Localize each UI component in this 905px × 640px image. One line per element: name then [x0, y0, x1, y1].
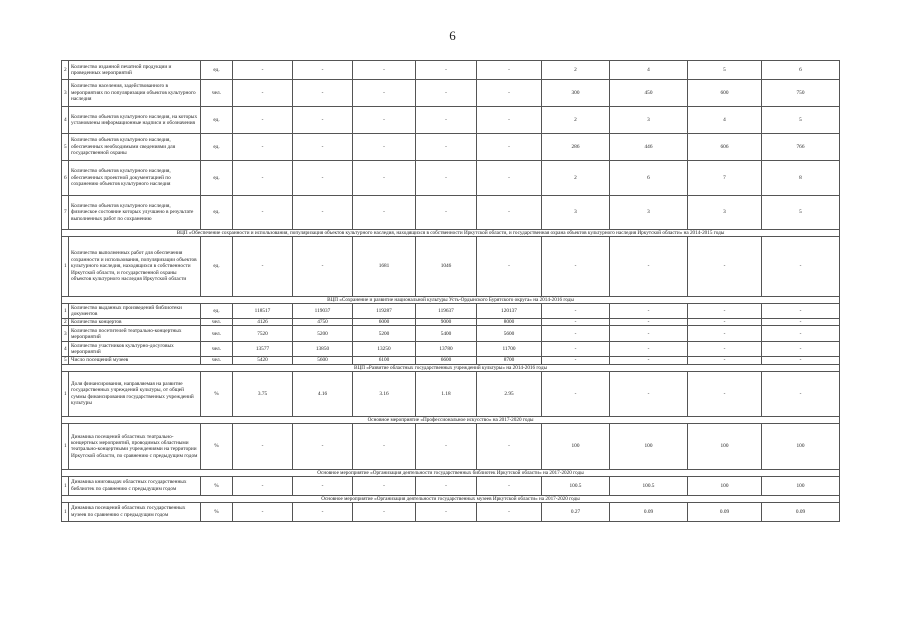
value-cell: 118517 [233, 304, 293, 319]
value-cell: - [293, 196, 353, 230]
value-cell: 5400 [416, 326, 477, 342]
row-number-cell: 3 [62, 326, 69, 342]
section-heading-row [62, 230, 840, 237]
row-number-cell: 5 [62, 134, 69, 161]
section-heading-row [62, 469, 840, 476]
indicator-name-cell: Количество объектов культурного наследия, на которых установлены информационные надписи и обозначения [69, 107, 201, 134]
value-cell: - [477, 237, 542, 297]
unit-cell: ед. [201, 161, 233, 196]
row-number-cell: 7 [62, 196, 69, 230]
value-cell: - [233, 237, 293, 297]
value-cell: - [293, 80, 353, 107]
row-number-cell: 1 [62, 371, 69, 416]
indicator-name-cell: Количество выданных произведений библиотеки документов [69, 304, 201, 319]
value-cell: 766 [762, 134, 840, 161]
indicator-name-cell: Количество объектов культурного наследия, обеспеченных проектной документацией по сохранению объектов культурного наследия [69, 161, 201, 196]
value-cell: - [688, 342, 762, 357]
value-cell: 2 [542, 107, 610, 134]
value-cell: 5 [762, 107, 840, 134]
table-row [62, 107, 840, 134]
table-row [62, 371, 840, 416]
value-cell: - [610, 342, 688, 357]
value-cell: - [610, 319, 688, 326]
value-cell: 300 [542, 80, 610, 107]
value-cell: - [477, 161, 542, 196]
value-cell: - [610, 357, 688, 364]
value-cell: - [416, 161, 477, 196]
table-row [62, 476, 840, 495]
value-cell: 6600 [416, 357, 477, 364]
value-cell: - [477, 107, 542, 134]
value-cell: 3 [688, 196, 762, 230]
indicator-name-cell: Доля финансирования, направляемая на развитие государственных учреждений культуры, от общей суммы финансирования государственных учреждений культуры [69, 371, 201, 416]
value-cell: - [233, 134, 293, 161]
value-cell: - [416, 61, 477, 80]
row-number-cell: 2 [62, 319, 69, 326]
value-cell: - [610, 237, 688, 297]
unit-cell: ед. [201, 134, 233, 161]
value-cell: - [293, 423, 353, 469]
table-row [62, 357, 840, 364]
value-cell: 100 [610, 423, 688, 469]
indicator-name-cell: Количество объектов культурного наследия, физическое состояние которых улучшено в результате выполненных работ по сохранению [69, 196, 201, 230]
value-cell: - [762, 319, 840, 326]
row-number-cell: 1 [62, 476, 69, 495]
value-cell: - [542, 342, 610, 357]
value-cell: - [477, 134, 542, 161]
unit-cell: ед. [201, 196, 233, 230]
value-cell: 5600 [477, 326, 542, 342]
value-cell: - [293, 61, 353, 80]
value-cell: 606 [688, 134, 762, 161]
value-cell: 3.16 [353, 371, 416, 416]
value-cell: 1681 [353, 237, 416, 297]
indicator-name-cell: Количество выполненных работ для обеспечения сохранности и использования, популяризации объектов культурного наследия, находящихся в собственности Иркутской области, и государственной охраны объектов культурного наследия Иркутской области [69, 237, 201, 297]
unit-cell: чел. [201, 80, 233, 107]
value-cell: - [293, 107, 353, 134]
value-cell: - [233, 61, 293, 80]
value-cell: 5 [762, 196, 840, 230]
table-row [62, 237, 840, 297]
value-cell: - [233, 196, 293, 230]
value-cell: 5 [688, 61, 762, 80]
value-cell: - [542, 304, 610, 319]
row-number-cell: 6 [62, 161, 69, 196]
unit-cell: % [201, 502, 233, 521]
value-cell: - [688, 371, 762, 416]
table-row [62, 342, 840, 357]
value-cell: - [477, 502, 542, 521]
unit-cell: ед. [201, 304, 233, 319]
value-cell: 7 [688, 161, 762, 196]
value-cell: - [293, 476, 353, 495]
value-cell: - [688, 326, 762, 342]
value-cell: 3 [542, 196, 610, 230]
value-cell: - [233, 423, 293, 469]
table-row [62, 134, 840, 161]
value-cell: 6 [762, 61, 840, 80]
section-heading: Основное мероприятие «Организация деятельности государственных музеев Иркутской области» на 2017-2020 годы [62, 495, 840, 502]
section-heading: Основное мероприятие «Профессиональное искусство» на 2017-2020 годы [62, 416, 840, 423]
value-cell: - [542, 357, 610, 364]
value-cell: - [353, 61, 416, 80]
value-cell: - [233, 476, 293, 495]
indicator-name-cell: Число посещений музеев [69, 357, 201, 364]
section-heading-row [62, 364, 840, 371]
value-cell: - [353, 134, 416, 161]
unit-cell: ед. [201, 107, 233, 134]
value-cell: - [477, 476, 542, 495]
unit-cell: % [201, 371, 233, 416]
value-cell: 1.18 [416, 371, 477, 416]
value-cell: - [688, 319, 762, 326]
section-heading-row [62, 416, 840, 423]
indicator-name-cell: Количество концертов [69, 319, 201, 326]
value-cell: - [416, 423, 477, 469]
unit-cell: чел. [201, 326, 233, 342]
row-number-cell: 3 [62, 80, 69, 107]
value-cell: 100.5 [542, 476, 610, 495]
value-cell: - [762, 326, 840, 342]
value-cell: 750 [762, 80, 840, 107]
value-cell: 2 [542, 161, 610, 196]
unit-cell: чел. [201, 357, 233, 364]
value-cell: - [688, 357, 762, 364]
value-cell: 4.16 [293, 371, 353, 416]
value-cell: - [688, 304, 762, 319]
table-row [62, 80, 840, 107]
unit-cell: чел. [201, 342, 233, 357]
value-cell: - [762, 371, 840, 416]
unit-cell: % [201, 423, 233, 469]
section-heading-row [62, 495, 840, 502]
value-cell: - [542, 326, 610, 342]
value-cell: - [293, 502, 353, 521]
value-cell: - [353, 502, 416, 521]
unit-cell: чел. [201, 319, 233, 326]
value-cell: 4750 [293, 319, 353, 326]
value-cell: 0.09 [762, 502, 840, 521]
value-cell: 100.5 [610, 476, 688, 495]
value-cell: 4 [610, 61, 688, 80]
value-cell: 0.09 [610, 502, 688, 521]
section-heading: ВЦП «Сохранение и развитие национальной культуры Усть-Ордынского Бурятского округа» на 2014-2016 годы [62, 297, 840, 304]
value-cell: 6100 [353, 357, 416, 364]
value-cell: 1046 [416, 237, 477, 297]
value-cell: - [542, 319, 610, 326]
value-cell: 119637 [416, 304, 477, 319]
value-cell: 8700 [477, 357, 542, 364]
value-cell: - [416, 502, 477, 521]
value-cell: - [610, 304, 688, 319]
value-cell: 13780 [416, 342, 477, 357]
indicator-name-cell: Количество участников культурно-досуговых мероприятий [69, 342, 201, 357]
row-number-cell: 4 [62, 107, 69, 134]
value-cell: 450 [610, 80, 688, 107]
value-cell: - [416, 107, 477, 134]
value-cell: - [477, 196, 542, 230]
value-cell: 13250 [353, 342, 416, 357]
value-cell: 8000 [477, 319, 542, 326]
value-cell: - [233, 107, 293, 134]
value-cell: 3 [610, 107, 688, 134]
value-cell: - [293, 134, 353, 161]
value-cell: 100 [688, 476, 762, 495]
value-cell: 13577 [233, 342, 293, 357]
section-heading: Основное мероприятие «Организация деятельности государственных библиотек Иркутской области» на 2017-2020 годы [62, 469, 840, 476]
table-row [62, 502, 840, 521]
value-cell: - [416, 80, 477, 107]
value-cell: - [762, 237, 840, 297]
indicators-table [61, 60, 840, 522]
value-cell: - [762, 304, 840, 319]
value-cell: 6000 [353, 319, 416, 326]
value-cell: - [416, 134, 477, 161]
value-cell: - [353, 476, 416, 495]
indicator-name-cell: Количество населения, задействованного в мероприятиях по популяризации объектов культурного наследия [69, 80, 201, 107]
table-row [62, 423, 840, 469]
value-cell: 3.75 [233, 371, 293, 416]
value-cell: - [233, 80, 293, 107]
value-cell: 100 [762, 476, 840, 495]
value-cell: 286 [542, 134, 610, 161]
unit-cell: ед. [201, 237, 233, 297]
value-cell: 11700 [477, 342, 542, 357]
value-cell: 5420 [233, 357, 293, 364]
row-number-cell: 1 [62, 237, 69, 297]
value-cell: 3 [610, 196, 688, 230]
value-cell: - [416, 476, 477, 495]
value-cell: - [762, 342, 840, 357]
value-cell: - [233, 502, 293, 521]
value-cell: - [477, 80, 542, 107]
table-row [62, 196, 840, 230]
row-number-cell: 1 [62, 502, 69, 521]
value-cell: - [762, 357, 840, 364]
section-heading-row [62, 297, 840, 304]
value-cell: - [610, 371, 688, 416]
value-cell: - [477, 423, 542, 469]
section-heading: ВЦП «Развитие областных государственных учреждений культуры» на 2014-2016 годы [62, 364, 840, 371]
table-row [62, 319, 840, 326]
value-cell: - [353, 80, 416, 107]
value-cell: 2.95 [477, 371, 542, 416]
value-cell: 4126 [233, 319, 293, 326]
value-cell: - [353, 161, 416, 196]
section-heading: ВЦП «Обеспечение сохранности и использования, популяризация объектов культурного наследия, находящихся в собственности Иркутской области, и государственная охрана объектов культурного наследия Иркутской области» на 2014-2015 годы [62, 230, 840, 237]
value-cell: 13850 [293, 342, 353, 357]
unit-cell: % [201, 476, 233, 495]
value-cell: - [353, 107, 416, 134]
value-cell: 119287 [353, 304, 416, 319]
value-cell: - [293, 237, 353, 297]
indicator-name-cell: Динамика посещений областных театрально-концертных мероприятий, проводимых областными театрально-концертными учреждениями на территории Иркутской области, по сравнению с предыдущим годом [69, 423, 201, 469]
value-cell: - [688, 237, 762, 297]
value-cell: 5200 [293, 326, 353, 342]
value-cell: - [477, 61, 542, 80]
value-cell: 600 [688, 80, 762, 107]
value-cell: - [416, 196, 477, 230]
table-row [62, 326, 840, 342]
value-cell: - [542, 371, 610, 416]
row-number-cell: 1 [62, 304, 69, 319]
indicator-name-cell: Динамика посещений областных государственных музеев по сравнению с предыдущим годом [69, 502, 201, 521]
indicator-name-cell: Динамика книговыдач областных государственных библиотек по сравнению с предыдущим годом [69, 476, 201, 495]
page-number: 6 [449, 28, 456, 43]
value-cell: 5200 [353, 326, 416, 342]
unit-cell: ед. [201, 61, 233, 80]
row-number-cell: 4 [62, 342, 69, 357]
indicator-name-cell: Количество объектов культурного наследия, обеспеченных необходимыми сведениями для государственной охраны [69, 134, 201, 161]
value-cell: 0.09 [688, 502, 762, 521]
value-cell: 100 [762, 423, 840, 469]
value-cell: 446 [610, 134, 688, 161]
row-number-cell: 5 [62, 357, 69, 364]
row-number-cell: 1 [62, 423, 69, 469]
value-cell: 100 [542, 423, 610, 469]
value-cell: 9000 [416, 319, 477, 326]
value-cell: 100 [688, 423, 762, 469]
value-cell: 2 [542, 61, 610, 80]
value-cell: 5600 [293, 357, 353, 364]
value-cell: 4 [688, 107, 762, 134]
indicator-name-cell: Количество изданной печатной продукции и проведенных мероприятий [69, 61, 201, 80]
value-cell: - [233, 161, 293, 196]
value-cell: 120137 [477, 304, 542, 319]
table-row [62, 61, 840, 80]
value-cell: - [353, 423, 416, 469]
value-cell: 7520 [233, 326, 293, 342]
row-number-cell: 2 [62, 61, 69, 80]
value-cell: 119037 [293, 304, 353, 319]
value-cell: - [610, 326, 688, 342]
value-cell: - [542, 237, 610, 297]
value-cell: 8 [762, 161, 840, 196]
indicator-name-cell: Количество посетителей театрально-концертных мероприятий [69, 326, 201, 342]
value-cell: - [293, 161, 353, 196]
value-cell: - [353, 196, 416, 230]
table-row [62, 161, 840, 196]
value-cell: 6 [610, 161, 688, 196]
table-row [62, 304, 840, 319]
value-cell: 0.27 [542, 502, 610, 521]
